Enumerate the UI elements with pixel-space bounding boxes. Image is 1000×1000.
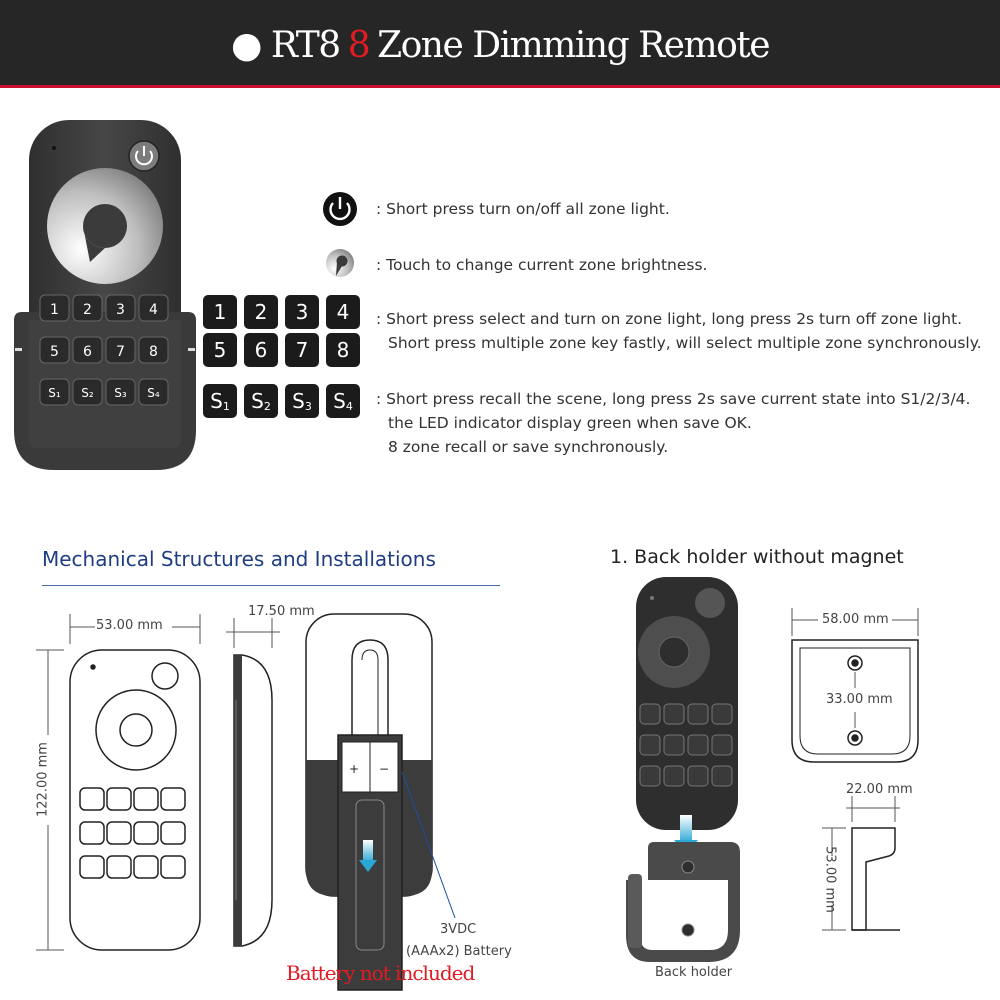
svg-text:S₃: S₃	[114, 386, 127, 400]
battery-spec-line-2: (AAAx2) Battery	[406, 944, 512, 959]
battery-plus-label: +	[348, 762, 360, 776]
scene-key-description-3: 8 zone recall or save synchronously.	[388, 438, 669, 456]
back-holder-photo	[626, 842, 740, 962]
svg-text:S₁: S₁	[48, 386, 61, 400]
svg-text:6: 6	[83, 344, 92, 360]
touch-description: : Touch to change current zone brightness.	[376, 256, 708, 274]
scene-key-description-1: : Short press recall the scene, long press 2s save current state into S1/2/3/4.	[376, 390, 971, 408]
svg-text:1: 1	[50, 302, 59, 318]
zone-key-7: 7	[285, 333, 319, 367]
mechanical-section-title: Mechanical Structures and Installations	[42, 547, 436, 571]
holder-height-dimension: 53.00 mm	[822, 846, 838, 913]
svg-text:7: 7	[116, 344, 125, 360]
zone-key-1: 1	[203, 295, 237, 329]
zone-key-4: 4	[326, 295, 360, 329]
holder-hole-spacing-dimension: 33.00 mm	[826, 692, 893, 707]
svg-text:8: 8	[149, 344, 158, 360]
front-view-drawing	[70, 650, 200, 950]
scene-key-description-2: the LED indicator display green when save OK.	[388, 414, 752, 432]
battery-spec-line-1: 3VDC	[440, 922, 477, 937]
svg-text:S₂: S₂	[81, 386, 94, 400]
zone-key-6: 6	[244, 333, 278, 367]
battery-warning: Battery not included	[286, 961, 475, 985]
front-view-dimension-lines	[36, 614, 200, 950]
led-indicator	[52, 146, 56, 150]
title-bullet: ●	[230, 25, 261, 66]
mechanical-section-rule	[42, 585, 500, 586]
scene-key-s1: $S_1$	[203, 384, 237, 418]
svg-text:5: 5	[50, 344, 59, 360]
holder-width-dimension: 58.00 mm	[822, 612, 889, 627]
zone-key-5: 5	[203, 333, 237, 367]
holder-side-drawing	[852, 828, 900, 930]
front-view-keys	[80, 788, 185, 878]
remote-height-dimension: 122.00 mm	[35, 742, 51, 817]
zone-key-2: 2	[244, 295, 278, 329]
power-button	[129, 141, 159, 171]
back-holder-label: Back holder	[655, 965, 733, 980]
touch-wheel	[47, 168, 163, 284]
zone-key-description-1: : Short press select and turn on zone light, long press 2s turn off zone light.	[376, 310, 963, 328]
zone-key-3: 3	[285, 295, 319, 329]
holder-remote-drawing	[626, 577, 740, 962]
holder-section-title: 1. Back holder without magnet	[610, 546, 904, 568]
scene-key-s3: $S_3$	[285, 384, 319, 418]
svg-text:3: 3	[116, 302, 125, 318]
power-icon	[323, 192, 357, 226]
battery-minus-label: −	[378, 762, 390, 776]
holder-depth-dimension: 22.00 mm	[846, 782, 913, 797]
svg-text:4: 4	[149, 302, 158, 318]
touch-wheel-icon	[326, 249, 354, 277]
zone-key-8: 8	[326, 333, 360, 367]
back-view-drawing	[306, 614, 455, 990]
power-description: : Short press turn on/off all zone light.	[376, 200, 670, 218]
title-model: RT8	[270, 25, 340, 66]
remote-photo	[14, 120, 196, 470]
title-rest: Zone Dimming Remote	[377, 25, 770, 66]
svg-text:S₄: S₄	[147, 386, 160, 400]
scene-key-s2: $S_2$	[244, 384, 278, 418]
zone-key-description-2: Short press multiple zone key fastly, will select multiple zone synchronously.	[388, 334, 982, 352]
side-view-drawing	[226, 618, 280, 946]
title-zone-count: 8	[347, 25, 370, 66]
svg-text:2: 2	[83, 302, 92, 318]
remote-thickness-dimension: 17.50 mm	[248, 604, 315, 619]
scene-key-s4: $S_4$	[326, 384, 360, 418]
remote-width-dimension: 53.00 mm	[96, 618, 163, 633]
